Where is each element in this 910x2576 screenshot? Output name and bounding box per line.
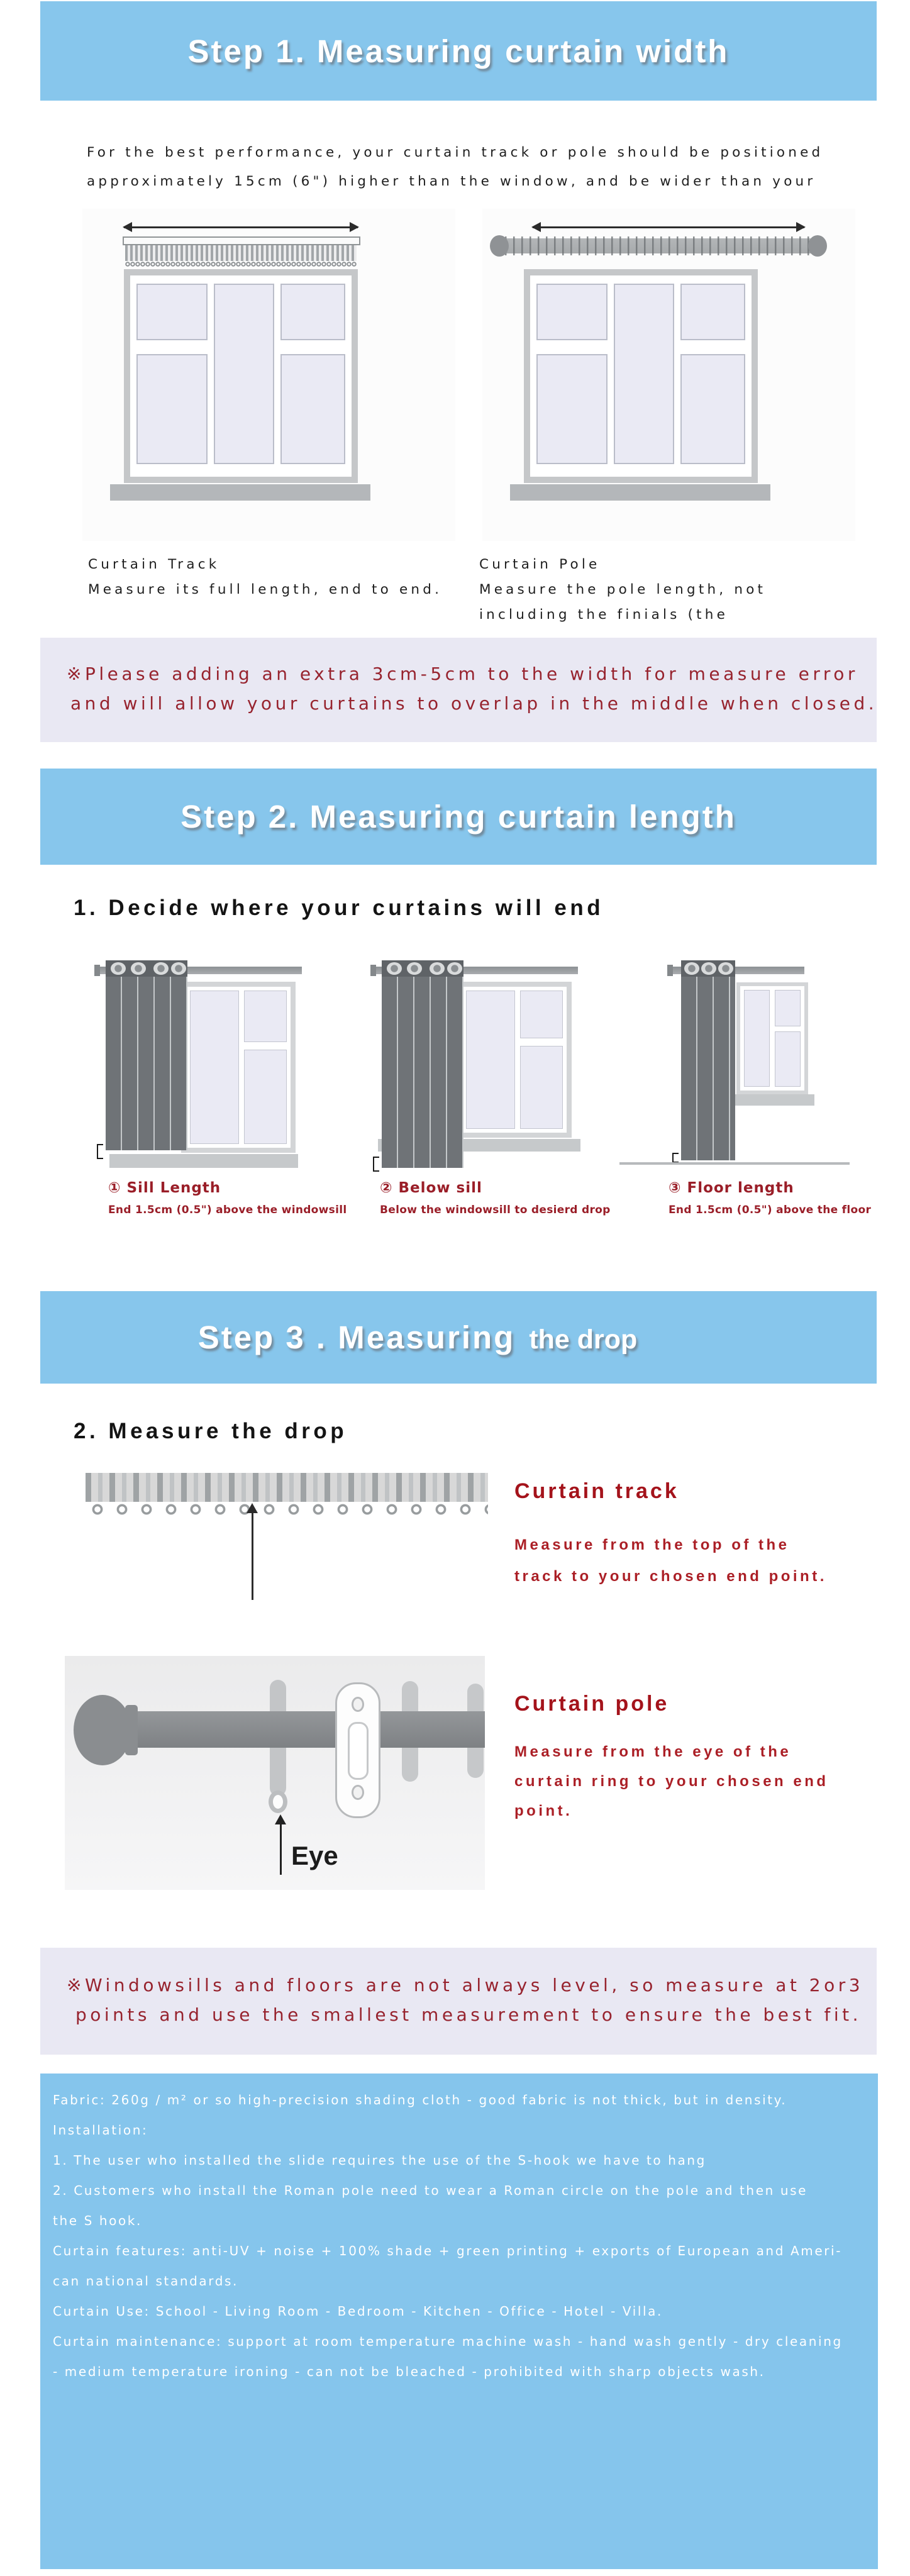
window-pane: [520, 991, 563, 1038]
step1-intro-line2: approximately 15cm (6") higher than the window, and be wider than your: [87, 174, 816, 189]
window-pane: [244, 1050, 287, 1144]
info-line-install-2b: the S hook.: [53, 2213, 142, 2228]
grommet-icon: [153, 962, 169, 975]
info-line-use: Curtain Use: School - Living Room - Bedroom - Kitchen - Office - Hotel - Villa.: [53, 2304, 663, 2319]
window-illustration: [124, 269, 358, 483]
drop-pole-title: Curtain pole: [514, 1692, 670, 1716]
drop-track-text: [514, 1530, 827, 1592]
step2-banner: [40, 769, 877, 865]
level-note-line2: points and use the smallest measurement to ensure the best fit.: [75, 2004, 862, 2025]
pole-finial-right: [808, 235, 827, 257]
window-pane: [744, 990, 770, 1087]
curtain-pole-diagram: [482, 209, 855, 541]
sill-length-title: ① Sill Length: [108, 1180, 221, 1196]
curtain-track-rings: [125, 261, 357, 268]
bracket-screw-hole: [352, 1785, 364, 1800]
curtain-track-gliders: [125, 245, 357, 261]
step3-heading: 2. Measure the drop: [74, 1419, 348, 1443]
window-pane: [520, 1046, 563, 1129]
step1-banner: [40, 1, 877, 101]
step3-banner-text: [198, 1319, 638, 1356]
step1-banner-text: Step 1. Measuring curtain width: [187, 33, 730, 69]
level-note-line1: ※Windowsills and floors are not always level, so measure at 2or3: [67, 1975, 864, 1996]
info-line-installation: Installation:: [53, 2123, 148, 2138]
curtain-panel: [106, 960, 187, 1150]
drop-pole-diagram: [65, 1656, 485, 1890]
width-arrow-icon: [124, 226, 358, 228]
rod-cap: [667, 965, 673, 976]
curtain-pole-bar: [133, 1711, 485, 1748]
pole-caption-title: Curtain Pole: [479, 557, 601, 572]
window-pane: [775, 1031, 801, 1087]
curtain-panel: [382, 960, 463, 1168]
pole-caption: [479, 552, 766, 628]
window-sill: [110, 484, 370, 501]
step3-banner: [40, 1291, 877, 1384]
mini-window: [736, 982, 808, 1094]
info-line-maintenance-2: - medium temperature ironing - can not be bleached - prohibited with sharp objects wash.: [53, 2364, 765, 2379]
window-pane: [280, 354, 345, 464]
drop-track-line1: Measure from the top of the: [514, 1536, 790, 1553]
floor-length-title: ③ Floor length: [669, 1180, 794, 1196]
window-pane: [190, 991, 239, 1144]
window-illustration: [524, 269, 758, 483]
grommet-icon: [407, 962, 422, 975]
track-caption-line: Measure its full length, end to end.: [88, 582, 443, 597]
rod-cap: [370, 965, 376, 976]
info-line-maintenance: Curtain maintenance: support at room temperature machine wash - hand wash gently - dry cleaning: [53, 2334, 843, 2349]
sill-length-diagram: [94, 960, 302, 1171]
grommet-icon: [447, 962, 462, 975]
pole-caption-line2: including the finials (the: [479, 607, 729, 623]
measure-bracket-icon: [97, 1144, 103, 1159]
wall-bracket: [335, 1682, 380, 1818]
window-pane: [614, 284, 674, 464]
eye-label: Eye: [291, 1841, 338, 1870]
mini-window: [181, 982, 296, 1153]
curtain-panel: [681, 960, 735, 1160]
window-sill: [109, 1154, 298, 1168]
info-line-features-2: can national standards.: [53, 2273, 238, 2289]
grommet-icon: [387, 962, 402, 975]
below-sill-diagram: [370, 960, 578, 1171]
step2-banner-text: Step 2. Measuring curtain length: [180, 799, 736, 835]
curtain-pole-bar: [505, 236, 812, 255]
below-sill-subtitle: Below the windowsill to desierd drop: [380, 1204, 611, 1216]
track-caption: [88, 552, 442, 602]
drop-arrow-line: [252, 1512, 253, 1600]
drop-pole-line1: Measure from the eye of the: [514, 1743, 792, 1760]
grommet-icon: [684, 962, 699, 975]
window-pane: [244, 991, 287, 1042]
below-sill-title: ② Below sill: [380, 1180, 482, 1196]
info-line-fabric: Fabric: 260g / m² or so high-precision shading cloth - good fabric is not thick, but in density.: [53, 2092, 787, 2107]
floor-length-subtitle: End 1.5cm (0.5") above the floor: [669, 1204, 872, 1216]
grommet-icon: [701, 962, 716, 975]
product-info-box: [40, 2074, 878, 2569]
window-pane: [536, 284, 608, 340]
step3-banner-sub: the drop: [529, 1324, 638, 1355]
sill-length-subtitle: End 1.5cm (0.5") above the windowsill: [108, 1204, 347, 1216]
info-line-install-2: 2. Customers who install the Roman pole need to wear a Roman circle on the pole and then use: [53, 2183, 808, 2198]
grommet-icon: [718, 962, 733, 975]
eye-arrow-line: [280, 1823, 282, 1875]
step1-intro: [87, 138, 823, 196]
curtain-ring-eye: [269, 1790, 287, 1813]
bracket-slot: [348, 1722, 369, 1780]
window-sill: [729, 1094, 814, 1106]
drop-track-rings: [86, 1502, 488, 1518]
drop-pole-line3: point.: [514, 1802, 573, 1819]
width-arrow-icon: [533, 226, 804, 228]
window-pane: [680, 284, 745, 340]
pole-finial-left: [490, 235, 509, 257]
window-pane: [466, 991, 515, 1129]
info-line-features: Curtain features: anti-UV + noise + 100% shade + green printing + exports of European and Ameri-: [53, 2243, 843, 2258]
step3-banner-main: Step 3 . Measuring: [197, 1319, 516, 1355]
pole-caption-line1: Measure the pole length, not: [479, 582, 767, 597]
drop-track-band: [86, 1473, 488, 1502]
drop-pole-line2: curtain ring to your chosen end: [514, 1773, 829, 1790]
pole-finial: [74, 1695, 131, 1765]
pole-finial-collar: [125, 1705, 138, 1755]
info-line-install-1: 1. The user who installed the slide requires the use of the S-hook we have to hang: [53, 2153, 706, 2168]
window-sill: [510, 484, 770, 501]
bracket-screw-hole: [352, 1697, 364, 1712]
grommet-icon: [430, 962, 445, 975]
rod-cap: [94, 965, 100, 976]
drop-track-title: Curtain track: [514, 1479, 679, 1503]
window-pane: [536, 354, 608, 464]
floor-line: [619, 1162, 850, 1165]
floor-length-diagram: [667, 960, 856, 1171]
measure-bracket-icon: [373, 1157, 379, 1172]
mini-window: [457, 982, 572, 1138]
step1-intro-line1: For the best performance, your curtain track or pole should be positioned: [87, 145, 824, 160]
drop-pole-text: [514, 1737, 829, 1826]
step2-heading: 1. Decide where your curtains will end: [74, 896, 604, 920]
measure-bracket-icon: [672, 1153, 679, 1163]
window-pane: [680, 354, 745, 464]
width-note-line2: and will allow your curtains to overlap in the middle when closed.: [70, 693, 878, 714]
drop-track-line2: track to your chosen end point.: [514, 1568, 827, 1585]
width-note-box: [40, 638, 877, 742]
level-note-box: [40, 1948, 877, 2055]
window-pane: [136, 354, 208, 464]
window-pane: [775, 990, 801, 1026]
curtain-track-diagram: [82, 209, 455, 541]
width-note-line1: ※Please adding an extra 3cm-5cm to the width for measure error: [67, 663, 858, 684]
grommet-icon: [171, 962, 186, 975]
curtain-track-bar: [123, 236, 360, 245]
window-pane: [214, 284, 274, 464]
window-pane: [136, 284, 208, 340]
window-pane: [280, 284, 345, 340]
grommet-icon: [111, 962, 126, 975]
track-caption-title: Curtain Track: [88, 557, 220, 572]
grommet-icon: [131, 962, 146, 975]
